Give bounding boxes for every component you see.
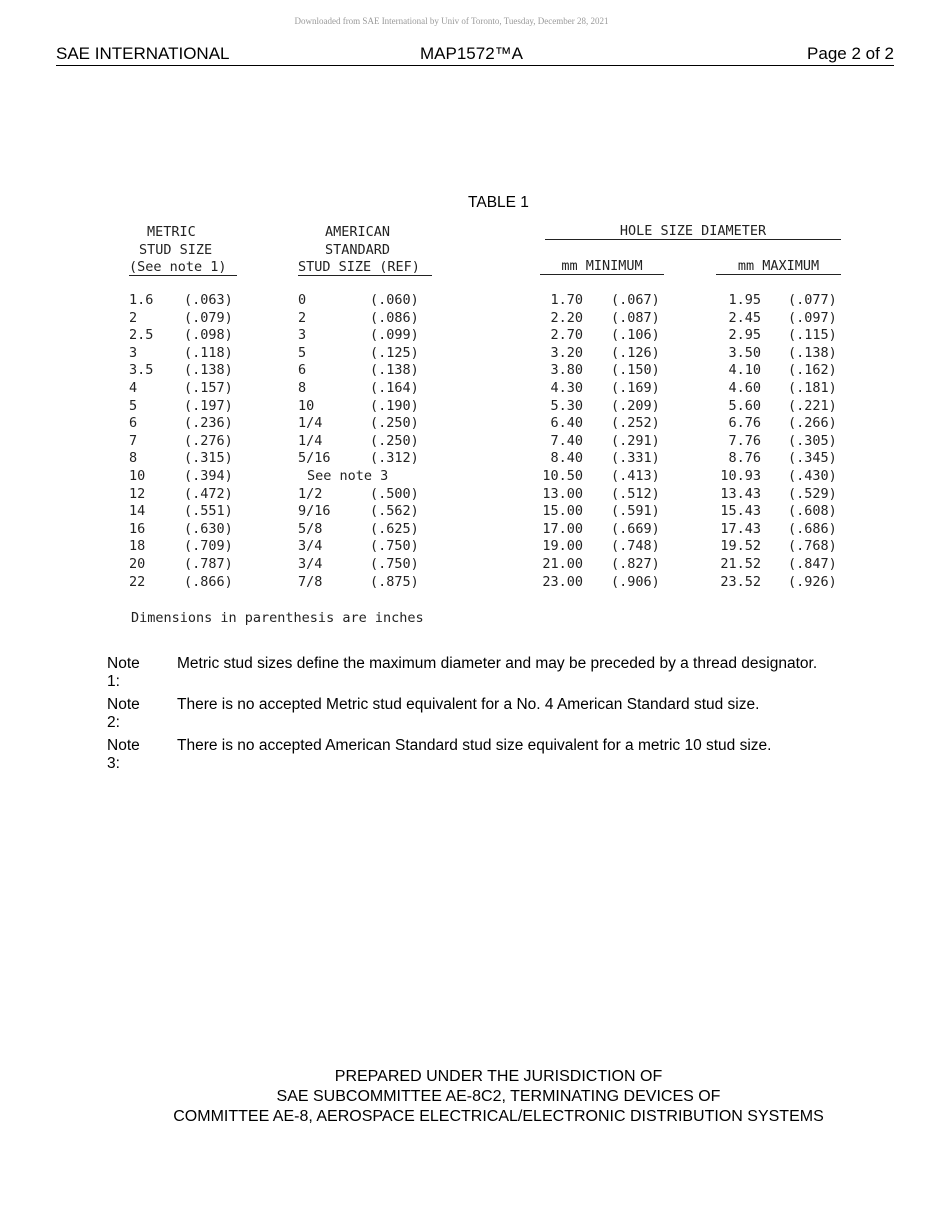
table-row <box>0 398 950 416</box>
hole-max-mm: 23.52 <box>720 573 761 590</box>
metric-size-inches: (.472) <box>184 485 233 502</box>
hole-min-mm: 21.00 <box>542 555 583 572</box>
metric-size: 12 <box>129 485 146 502</box>
american-size: 3/4 <box>298 555 323 572</box>
footer-line-2: SAE SUBCOMMITTEE AE-8C2, TERMINATING DEVICES OF <box>276 1088 721 1105</box>
hole-max-mm: 5.60 <box>728 397 761 414</box>
table-row <box>0 486 950 504</box>
table-row <box>0 327 950 345</box>
metric-size-inches: (.315) <box>184 450 233 467</box>
hole-min-inches: (.087) <box>611 309 660 326</box>
hole-max-inches: (.608) <box>788 503 837 520</box>
metric-size: 22 <box>129 573 146 590</box>
table-row <box>0 538 950 556</box>
hole-min-inches: (.252) <box>611 415 660 432</box>
metric-size-inches: (.138) <box>184 362 233 379</box>
hole-min-mm: 23.00 <box>542 573 583 590</box>
hole-min-inches: (.413) <box>611 467 660 484</box>
metric-size-inches: (.709) <box>184 538 233 555</box>
metric-size: 2.5 <box>129 327 154 344</box>
table-row <box>0 415 950 433</box>
hole-max-inches: (.181) <box>788 379 837 396</box>
jurisdiction-footer <box>0 1067 950 1127</box>
american-size-inches: (.164) <box>370 379 419 396</box>
american-size: 3/4 <box>298 538 323 555</box>
metric-size-inches: (.276) <box>184 432 233 449</box>
american-heading-line3: STUD SIZE (REF) <box>298 259 432 276</box>
hole-min-inches: (.106) <box>611 327 660 344</box>
hole-min-mm: 3.20 <box>550 344 583 361</box>
hole-min-inches: (.669) <box>611 520 660 537</box>
american-size: 2 <box>298 309 307 326</box>
american-size: 5/8 <box>298 520 323 537</box>
american-size-inches: (.125) <box>370 344 419 361</box>
table-row <box>0 503 950 521</box>
header-organization: SAE INTERNATIONAL <box>56 44 230 63</box>
metric-size: 2 <box>129 309 138 326</box>
hole-min-inches: (.827) <box>611 555 660 572</box>
metric-size: 4 <box>129 379 138 396</box>
american-size-inches: (.250) <box>370 415 419 432</box>
hole-max-mm: 19.52 <box>720 538 761 555</box>
metric-size: 5 <box>129 397 138 414</box>
american-size-inches: (.562) <box>370 503 419 520</box>
minimum-heading: mm MINIMUM <box>540 258 664 275</box>
note-label: Note 3: <box>107 737 140 772</box>
metric-size-inches: (.118) <box>184 344 233 361</box>
header-document-number: MAP1572™A <box>420 44 523 63</box>
table-row <box>0 450 950 468</box>
hole-min-mm: 13.00 <box>542 485 583 502</box>
table-row <box>0 380 950 398</box>
hole-max-mm: 4.60 <box>728 379 761 396</box>
hole-max-inches: (.077) <box>788 292 837 308</box>
metric-size: 8 <box>129 450 138 467</box>
hole-max-inches: (.686) <box>788 520 837 537</box>
metric-size: 18 <box>129 538 146 555</box>
hole-min-mm: 17.00 <box>542 520 583 537</box>
hole-max-mm: 2.95 <box>728 327 761 344</box>
hole-size-heading: HOLE SIZE DIAMETER <box>545 223 841 240</box>
hole-min-mm: 19.00 <box>542 538 583 555</box>
table-row <box>0 362 950 380</box>
hole-max-mm: 17.43 <box>720 520 761 537</box>
hole-min-mm: 10.50 <box>542 467 583 484</box>
american-size: 5/16 <box>298 450 331 467</box>
metric-heading-line2: STUD SIZE <box>139 242 213 258</box>
hole-min-inches: (.591) <box>611 503 660 520</box>
hole-max-mm: 1.95 <box>728 292 761 308</box>
metric-size: 3 <box>129 344 138 361</box>
american-size-inches: (.875) <box>370 573 419 590</box>
hole-max-inches: (.266) <box>788 415 837 432</box>
hole-max-inches: (.097) <box>788 309 837 326</box>
table-row <box>0 292 950 310</box>
hole-min-inches: (.906) <box>611 573 660 590</box>
american-size-inches: (.312) <box>370 450 419 467</box>
metric-size-inches: (.098) <box>184 327 233 344</box>
metric-heading-line3: (See note 1) <box>129 259 237 276</box>
hole-max-inches: (.430) <box>788 467 837 484</box>
hole-max-mm: 2.45 <box>728 309 761 326</box>
hole-max-mm: 8.76 <box>728 450 761 467</box>
american-size: See note 3 <box>307 467 389 484</box>
download-watermark: Downloaded from SAE International by Univ of Toronto, Tuesday, December 28, 2021 <box>294 16 609 26</box>
hole-max-inches: (.221) <box>788 397 837 414</box>
table-row <box>0 310 950 328</box>
hole-max-mm: 7.76 <box>728 432 761 449</box>
hole-max-mm: 13.43 <box>720 485 761 502</box>
hole-max-mm: 21.52 <box>720 555 761 572</box>
header-page-number: Page 2 of 2 <box>807 44 894 63</box>
hole-min-inches: (.748) <box>611 538 660 555</box>
hole-max-inches: (.345) <box>788 450 837 467</box>
american-size-inches: (.500) <box>370 485 419 502</box>
metric-size: 14 <box>129 503 146 520</box>
hole-min-mm: 6.40 <box>550 415 583 432</box>
american-size: 3 <box>298 327 307 344</box>
hole-min-mm: 5.30 <box>550 397 583 414</box>
american-heading-line1: AMERICAN <box>325 224 391 240</box>
hole-max-mm: 4.10 <box>728 362 761 379</box>
hole-min-inches: (.331) <box>611 450 660 467</box>
hole-max-inches: (.847) <box>788 555 837 572</box>
american-size-inches: (.625) <box>370 520 419 537</box>
metric-size: 7 <box>129 432 138 449</box>
american-size: 1/4 <box>298 415 323 432</box>
table-row <box>0 556 950 574</box>
table-row <box>0 433 950 451</box>
hole-min-inches: (.291) <box>611 432 660 449</box>
american-size: 1/2 <box>298 485 323 502</box>
metric-size: 3.5 <box>129 362 154 379</box>
american-heading-line2: STANDARD <box>325 242 391 258</box>
hole-min-inches: (.150) <box>611 362 660 379</box>
american-size-inches: (.250) <box>370 432 419 449</box>
hole-max-mm: 15.43 <box>720 503 761 520</box>
note-text: There is no accepted Metric stud equivalent for a No. 4 American Standard stud size. <box>177 696 760 713</box>
metric-size-inches: (.157) <box>184 379 233 396</box>
american-size: 0 <box>298 292 307 308</box>
metric-size-inches: (.236) <box>184 415 233 432</box>
metric-size-inches: (.551) <box>184 503 233 520</box>
hole-max-inches: (.926) <box>788 573 837 590</box>
american-size-inches: (.086) <box>370 309 419 326</box>
hole-max-inches: (.138) <box>788 344 837 361</box>
american-size-inches: (.060) <box>370 292 419 308</box>
hole-max-inches: (.305) <box>788 432 837 449</box>
metric-size-inches: (.787) <box>184 555 233 572</box>
metric-size-inches: (.866) <box>184 573 233 590</box>
footer-line-1: PREPARED UNDER THE JURISDICTION OF <box>334 1068 663 1085</box>
hole-min-inches: (.169) <box>611 379 660 396</box>
hole-min-mm: 4.30 <box>550 379 583 396</box>
hole-min-mm: 7.40 <box>550 432 583 449</box>
hole-max-mm: 10.93 <box>720 467 761 484</box>
hole-min-inches: (.209) <box>611 397 660 414</box>
hole-min-mm: 15.00 <box>542 503 583 520</box>
american-size-inches: (.750) <box>370 538 419 555</box>
note-label: Note 1: <box>107 655 140 690</box>
metric-size: 1.6 <box>129 292 154 308</box>
american-size: 5 <box>298 344 307 361</box>
hole-min-inches: (.067) <box>611 292 660 308</box>
metric-size: 20 <box>129 555 146 572</box>
hole-min-mm: 3.80 <box>550 362 583 379</box>
page-header <box>56 44 894 66</box>
table-row <box>0 574 950 592</box>
american-size: 8 <box>298 379 307 396</box>
hole-min-mm: 2.70 <box>550 327 583 344</box>
hole-max-mm: 3.50 <box>728 344 761 361</box>
american-size: 9/16 <box>298 503 331 520</box>
hole-min-inches: (.126) <box>611 344 660 361</box>
american-size-inches: (.138) <box>370 362 419 379</box>
table-row <box>0 345 950 363</box>
metric-heading-line1: METRIC <box>147 224 196 240</box>
note-text: There is no accepted American Standard stud size equivalent for a metric 10 stud size. <box>177 737 772 754</box>
table-title: TABLE 1 <box>468 194 529 211</box>
metric-size-inches: (.063) <box>184 292 233 308</box>
metric-size-inches: (.630) <box>184 520 233 537</box>
hole-min-mm: 1.70 <box>550 292 583 308</box>
note-text: Metric stud sizes define the maximum diameter and may be preceded by a thread designator. <box>177 655 818 672</box>
metric-size-inches: (.079) <box>184 309 233 326</box>
metric-size: 6 <box>129 415 138 432</box>
metric-size: 16 <box>129 520 146 537</box>
american-size-inches: (.099) <box>370 327 419 344</box>
american-size: 7/8 <box>298 573 323 590</box>
american-size: 1/4 <box>298 432 323 449</box>
hole-max-inches: (.115) <box>788 327 837 344</box>
hole-min-mm: 2.20 <box>550 309 583 326</box>
hole-max-mm: 6.76 <box>728 415 761 432</box>
note-label: Note 2: <box>107 696 140 731</box>
table-row <box>0 521 950 539</box>
metric-size-inches: (.394) <box>184 467 233 484</box>
footer-line-3: COMMITTEE AE-8, AEROSPACE ELECTRICAL/ELECTRONIC DISTRIBUTION SYSTEMS <box>173 1108 824 1125</box>
hole-max-inches: (.529) <box>788 485 837 502</box>
american-size: 6 <box>298 362 307 379</box>
hole-max-inches: (.768) <box>788 538 837 555</box>
table-row <box>0 468 950 486</box>
maximum-heading: mm MAXIMUM <box>716 258 841 275</box>
dimensions-note: Dimensions in parenthesis are inches <box>131 610 424 626</box>
american-size-inches: (.750) <box>370 555 419 572</box>
american-size-inches: (.190) <box>370 397 419 414</box>
stud-size-table <box>0 292 950 591</box>
metric-size: 10 <box>129 467 146 484</box>
american-size: 10 <box>298 397 315 414</box>
hole-max-inches: (.162) <box>788 362 837 379</box>
hole-min-mm: 8.40 <box>550 450 583 467</box>
hole-min-inches: (.512) <box>611 485 660 502</box>
metric-size-inches: (.197) <box>184 397 233 414</box>
